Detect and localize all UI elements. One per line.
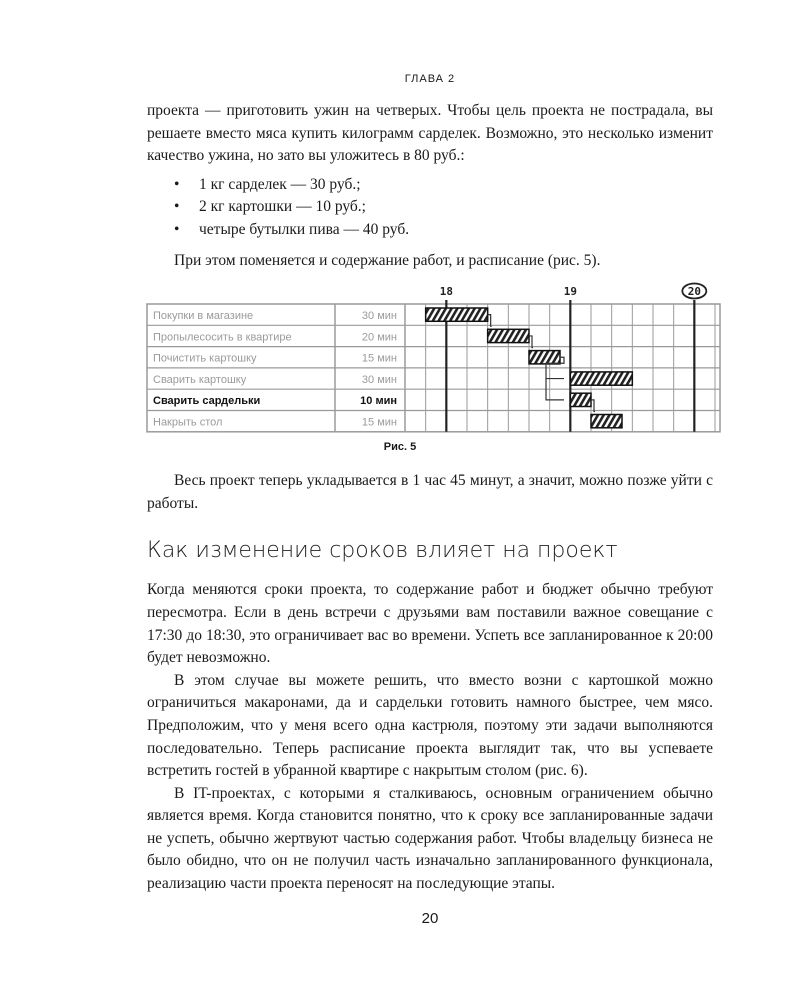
list-item: • 2 кг картошки — 10 руб.; — [174, 196, 713, 219]
hour-label: 18 — [439, 285, 453, 299]
paragraph: Когда меняются сроки проекта, то содержание работ и бюджет обычно требуют пересмотра. Если в день встречи с друзьями вам поставили важное совещание с 17:30 до 18:30, это ограничивает вас во времени. Успеть все запланированное к 20:00 будет невозможно. — [147, 581, 713, 667]
cost-list — [147, 174, 713, 242]
task-duration: 30 мин — [361, 310, 397, 323]
list-item: • четыре бутылки пива — 40 руб. — [174, 219, 713, 242]
running-header: ГЛАВА 2 — [404, 73, 456, 85]
task-name: Сварить картошку — [153, 374, 247, 387]
task-bar — [570, 393, 591, 406]
task-duration: 30 мин — [361, 374, 397, 387]
gantt-chart — [0, 278, 800, 440]
task-bar — [529, 351, 560, 364]
text-block-mid — [147, 470, 713, 515]
task-name: Покупки в магазине — [153, 310, 254, 323]
paragraph: При этом поменяется и содержание работ, и расписание (рис. 5). — [174, 251, 601, 269]
text-block-top — [147, 100, 713, 272]
task-bar — [488, 329, 529, 342]
section-heading: Как изменение сроков влияет на проект — [147, 538, 618, 564]
task-duration: 20 мин — [361, 331, 397, 344]
list-item: • 1 кг сарделек — 30 руб.; — [174, 174, 713, 197]
task-name: Пропылесосить в квартире — [153, 331, 292, 344]
task-bar — [570, 372, 632, 385]
figure-caption: Рис. 5 — [383, 441, 417, 454]
task-name: Сварить сардельки — [153, 395, 261, 408]
figure — [0, 278, 800, 440]
hour-label: 19 — [563, 285, 577, 299]
hour-label: 20 — [687, 285, 701, 299]
task-bar — [426, 308, 488, 321]
paragraph: проекта — приготовить ужин на четверых. Чтобы цель проекта не пострадала, вы решаете вместо мяса купить килограмм сарделек. Возможно, это несколько изменит качество ужина, но зато вы уложитесь в 80 руб.: — [147, 102, 713, 165]
paragraph: Весь проект теперь укладывается в 1 час 45 минут, а значит, можно позже уйти с работы. — [147, 472, 713, 512]
paragraph: В IT-проектах, с которыми я сталкиваюсь, основным ограничением обычно является время. Когда становится понятно, что к сроку все запланированные задачи не успеть, обычно жертвуют частью содержания работ. Чтобы владельцу бизнеса не было обидно, что он не получил часть изначально запланированного функционала, реализацию части проекта переносят на последующие этапы. — [147, 784, 713, 893]
paragraph: В этом случае вы можете решить, что вместо возни с картошкой можно ограничиться макаронами, да и сардельки готовить намного быстрее, чем мясо. Предположим, что у меня всего одна кастрюля, поэтому эти задачи выполняются последовательно. Теперь расписание проекта выглядит так, что вы успеваете встретить гостей в убранной квартире с накрытым столом (рис. 6). — [147, 671, 713, 780]
task-name: Накрыть стол — [153, 416, 223, 429]
task-duration: 15 мин — [361, 416, 397, 429]
task-duration: 10 мин — [360, 395, 397, 408]
task-bar — [591, 415, 622, 428]
task-duration: 15 мин — [361, 352, 397, 365]
task-name: Почистить картошку — [153, 352, 257, 365]
page-number: 20 — [421, 909, 439, 927]
text-block-bottom — [147, 579, 713, 895]
